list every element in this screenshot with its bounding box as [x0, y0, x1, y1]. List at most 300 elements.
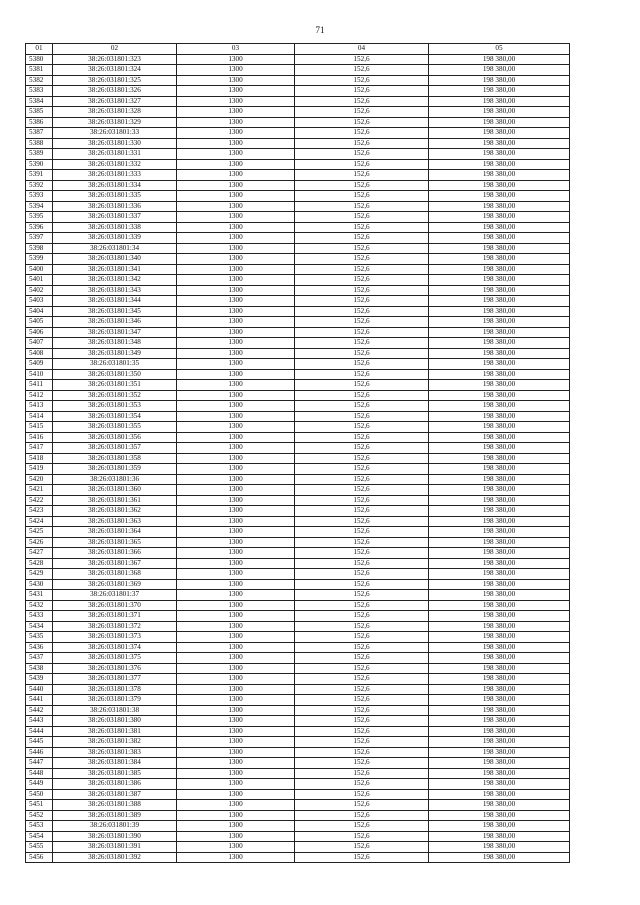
table-cell: 198 380,00 — [429, 201, 570, 212]
table-cell: 1300 — [177, 653, 295, 664]
table-cell: 198 380,00 — [429, 821, 570, 832]
table-cell: 1300 — [177, 548, 295, 559]
table-cell: 1300 — [177, 831, 295, 842]
table-row — [26, 695, 570, 706]
table-cell: 5413 — [26, 401, 53, 412]
table-cell: 38:26:031801:368 — [53, 569, 177, 580]
table-cell: 198 380,00 — [429, 516, 570, 527]
table-cell: 38:26:031801:369 — [53, 579, 177, 590]
table-cell: 198 380,00 — [429, 737, 570, 748]
table-cell: 152,6 — [295, 705, 429, 716]
table-cell: 38:26:031801:348 — [53, 338, 177, 349]
table-cell: 5423 — [26, 506, 53, 517]
table-cell: 38:26:031801:333 — [53, 170, 177, 181]
table-row — [26, 348, 570, 359]
table-row — [26, 75, 570, 86]
column-header: 03 — [177, 44, 295, 55]
table-row — [26, 170, 570, 181]
table-cell: 38:26:031801:353 — [53, 401, 177, 412]
table-cell: 198 380,00 — [429, 443, 570, 454]
table-cell: 5444 — [26, 726, 53, 737]
table-cell: 5415 — [26, 422, 53, 433]
table-cell: 198 380,00 — [429, 285, 570, 296]
table-cell: 152,6 — [295, 149, 429, 160]
table-cell: 198 380,00 — [429, 506, 570, 517]
table-cell: 5421 — [26, 485, 53, 496]
table-row — [26, 537, 570, 548]
table-cell: 1300 — [177, 569, 295, 580]
table-cell: 1300 — [177, 600, 295, 611]
table-cell: 152,6 — [295, 348, 429, 359]
table-cell: 198 380,00 — [429, 621, 570, 632]
table-cell: 198 380,00 — [429, 495, 570, 506]
table-row — [26, 201, 570, 212]
table-cell: 5384 — [26, 96, 53, 107]
table-cell: 1300 — [177, 800, 295, 811]
table-row — [26, 306, 570, 317]
table-cell: 198 380,00 — [429, 170, 570, 181]
table-cell: 5435 — [26, 632, 53, 643]
table-cell: 1300 — [177, 663, 295, 674]
table-cell: 38:26:031801:383 — [53, 747, 177, 758]
table-cell: 1300 — [177, 96, 295, 107]
table-cell: 198 380,00 — [429, 96, 570, 107]
table-cell: 152,6 — [295, 422, 429, 433]
table-cell: 1300 — [177, 180, 295, 191]
table-cell: 5455 — [26, 842, 53, 853]
table-row — [26, 726, 570, 737]
table-cell: 198 380,00 — [429, 243, 570, 254]
table-cell: 5392 — [26, 180, 53, 191]
table-cell: 152,6 — [295, 275, 429, 286]
table-cell: 5448 — [26, 768, 53, 779]
table-cell: 198 380,00 — [429, 789, 570, 800]
table-cell: 152,6 — [295, 432, 429, 443]
table-row — [26, 821, 570, 832]
table-cell: 1300 — [177, 495, 295, 506]
table-row — [26, 128, 570, 139]
table-row — [26, 495, 570, 506]
table-cell: 152,6 — [295, 380, 429, 391]
table-cell: 1300 — [177, 138, 295, 149]
table-cell: 38:26:031801:385 — [53, 768, 177, 779]
table-cell: 38:26:031801:360 — [53, 485, 177, 496]
table-cell: 38:26:031801:346 — [53, 317, 177, 328]
table-cell: 152,6 — [295, 159, 429, 170]
table-cell: 152,6 — [295, 138, 429, 149]
table-cell: 38:26:031801:329 — [53, 117, 177, 128]
table-cell: 5395 — [26, 212, 53, 223]
table-row — [26, 86, 570, 97]
table-cell: 1300 — [177, 296, 295, 307]
table-cell: 152,6 — [295, 485, 429, 496]
table-cell: 198 380,00 — [429, 191, 570, 202]
table-cell: 1300 — [177, 317, 295, 328]
table-cell: 38:26:031801:374 — [53, 642, 177, 653]
table-cell: 38:26:031801:388 — [53, 800, 177, 811]
table-cell: 1300 — [177, 422, 295, 433]
table-cell: 1300 — [177, 558, 295, 569]
table-row — [26, 254, 570, 265]
table-cell: 38:26:031801:372 — [53, 621, 177, 632]
table-row — [26, 810, 570, 821]
table-cell: 198 380,00 — [429, 149, 570, 160]
table-cell: 38:26:031801:390 — [53, 831, 177, 842]
table-row — [26, 684, 570, 695]
table-cell: 198 380,00 — [429, 138, 570, 149]
table-cell: 198 380,00 — [429, 800, 570, 811]
table-cell: 198 380,00 — [429, 75, 570, 86]
table-cell: 152,6 — [295, 243, 429, 254]
table-cell: 198 380,00 — [429, 380, 570, 391]
table-cell: 152,6 — [295, 611, 429, 622]
table-row — [26, 464, 570, 475]
table-cell: 198 380,00 — [429, 306, 570, 317]
table-cell: 38:26:031801:380 — [53, 716, 177, 727]
table-row — [26, 117, 570, 128]
table-cell: 152,6 — [295, 464, 429, 475]
table-cell: 1300 — [177, 401, 295, 412]
table-cell: 1300 — [177, 684, 295, 695]
table-cell: 1300 — [177, 348, 295, 359]
table-cell: 38:26:031801:392 — [53, 852, 177, 863]
table-cell: 1300 — [177, 695, 295, 706]
table-cell: 198 380,00 — [429, 684, 570, 695]
table-cell: 1300 — [177, 390, 295, 401]
table-cell: 1300 — [177, 380, 295, 391]
page-number: 71 — [315, 25, 325, 35]
table-cell: 1300 — [177, 191, 295, 202]
table-cell: 1300 — [177, 737, 295, 748]
table-cell: 38:26:031801:375 — [53, 653, 177, 664]
table-cell: 5390 — [26, 159, 53, 170]
table-cell: 5453 — [26, 821, 53, 832]
table-cell: 152,6 — [295, 338, 429, 349]
table-cell: 5403 — [26, 296, 53, 307]
table-cell: 152,6 — [295, 359, 429, 370]
table-row — [26, 222, 570, 233]
table-cell: 1300 — [177, 212, 295, 223]
table-cell: 5397 — [26, 233, 53, 244]
table-row — [26, 243, 570, 254]
table-cell: 5418 — [26, 453, 53, 464]
table-cell: 152,6 — [295, 800, 429, 811]
table-cell: 5437 — [26, 653, 53, 664]
table-row — [26, 191, 570, 202]
table-cell: 38:26:031801:391 — [53, 842, 177, 853]
table-cell: 5440 — [26, 684, 53, 695]
table-cell: 38:26:031801:342 — [53, 275, 177, 286]
table-cell: 198 380,00 — [429, 254, 570, 265]
table-cell: 152,6 — [295, 821, 429, 832]
table-row — [26, 590, 570, 601]
table-cell: 38:26:031801:38 — [53, 705, 177, 716]
table-cell: 1300 — [177, 411, 295, 422]
table-cell: 152,6 — [295, 653, 429, 664]
table-cell: 152,6 — [295, 65, 429, 76]
table-row — [26, 800, 570, 811]
table-cell: 5416 — [26, 432, 53, 443]
table-row — [26, 432, 570, 443]
table-cell: 152,6 — [295, 768, 429, 779]
table-cell: 198 380,00 — [429, 390, 570, 401]
table-cell: 198 380,00 — [429, 558, 570, 569]
table-cell: 152,6 — [295, 747, 429, 758]
table-row — [26, 611, 570, 622]
table-cell: 198 380,00 — [429, 233, 570, 244]
table-row — [26, 758, 570, 769]
table-cell: 152,6 — [295, 474, 429, 485]
table-cell: 38:26:031801:326 — [53, 86, 177, 97]
table-cell: 5438 — [26, 663, 53, 674]
table-cell: 198 380,00 — [429, 705, 570, 716]
table-row — [26, 138, 570, 149]
table-cell: 38:26:031801:376 — [53, 663, 177, 674]
table-cell: 198 380,00 — [429, 537, 570, 548]
table-cell: 1300 — [177, 338, 295, 349]
table-cell: 38:26:031801:387 — [53, 789, 177, 800]
table-cell: 1300 — [177, 128, 295, 139]
table-cell: 198 380,00 — [429, 779, 570, 790]
table-cell: 38:26:031801:358 — [53, 453, 177, 464]
table-cell: 1300 — [177, 75, 295, 86]
table-row — [26, 527, 570, 538]
table-cell: 38:26:031801:344 — [53, 296, 177, 307]
table-cell: 152,6 — [295, 212, 429, 223]
table-cell: 38:26:031801:377 — [53, 674, 177, 685]
table-cell: 198 380,00 — [429, 212, 570, 223]
table-cell: 1300 — [177, 485, 295, 496]
table-cell: 38:26:031801:341 — [53, 264, 177, 275]
table-cell: 5399 — [26, 254, 53, 265]
table-cell: 198 380,00 — [429, 180, 570, 191]
table-cell: 38:26:031801:359 — [53, 464, 177, 475]
table-cell: 5425 — [26, 527, 53, 538]
table-cell: 152,6 — [295, 758, 429, 769]
table-row — [26, 212, 570, 223]
table-cell: 38:26:031801:363 — [53, 516, 177, 527]
table-cell: 152,6 — [295, 527, 429, 538]
table-cell: 5446 — [26, 747, 53, 758]
table-cell: 198 380,00 — [429, 716, 570, 727]
table-cell: 5407 — [26, 338, 53, 349]
table-cell: 1300 — [177, 306, 295, 317]
table-cell: 1300 — [177, 579, 295, 590]
table-cell: 5426 — [26, 537, 53, 548]
table-cell: 152,6 — [295, 222, 429, 233]
table-cell: 1300 — [177, 842, 295, 853]
table-cell: 5408 — [26, 348, 53, 359]
table-cell: 152,6 — [295, 779, 429, 790]
table-cell: 152,6 — [295, 128, 429, 139]
table-row — [26, 842, 570, 853]
table-cell: 198 380,00 — [429, 159, 570, 170]
table-cell: 1300 — [177, 726, 295, 737]
table-cell: 152,6 — [295, 401, 429, 412]
table-cell: 5449 — [26, 779, 53, 790]
table-cell: 5385 — [26, 107, 53, 118]
table-row — [26, 653, 570, 664]
table-row — [26, 54, 570, 65]
table-row — [26, 96, 570, 107]
table-cell: 38:26:031801:373 — [53, 632, 177, 643]
table-cell: 1300 — [177, 264, 295, 275]
table-cell: 38:26:031801:386 — [53, 779, 177, 790]
table-cell: 152,6 — [295, 327, 429, 338]
table-cell: 152,6 — [295, 537, 429, 548]
table-cell: 1300 — [177, 65, 295, 76]
table-cell: 152,6 — [295, 170, 429, 181]
table-cell: 1300 — [177, 779, 295, 790]
table-cell: 5398 — [26, 243, 53, 254]
table-cell: 198 380,00 — [429, 810, 570, 821]
table-cell: 38:26:031801:325 — [53, 75, 177, 86]
table-cell: 38:26:031801:338 — [53, 222, 177, 233]
table-cell: 198 380,00 — [429, 338, 570, 349]
table-cell: 38:26:031801:35 — [53, 359, 177, 370]
table-cell: 198 380,00 — [429, 695, 570, 706]
table-cell: 38:26:031801:382 — [53, 737, 177, 748]
table-cell: 38:26:031801:361 — [53, 495, 177, 506]
table-cell: 198 380,00 — [429, 747, 570, 758]
table-cell: 5456 — [26, 852, 53, 863]
table-cell: 152,6 — [295, 191, 429, 202]
table-cell: 5429 — [26, 569, 53, 580]
table-cell: 152,6 — [295, 317, 429, 328]
table-row — [26, 600, 570, 611]
table-row — [26, 149, 570, 160]
table-cell: 1300 — [177, 516, 295, 527]
table-cell: 152,6 — [295, 96, 429, 107]
table-row — [26, 180, 570, 191]
table-cell: 38:26:031801:334 — [53, 180, 177, 191]
table-cell: 152,6 — [295, 632, 429, 643]
table-row — [26, 369, 570, 380]
table-cell: 198 380,00 — [429, 842, 570, 853]
table-cell: 152,6 — [295, 411, 429, 422]
table-cell: 5430 — [26, 579, 53, 590]
table-cell: 152,6 — [295, 495, 429, 506]
table-cell: 5432 — [26, 600, 53, 611]
table-row — [26, 107, 570, 118]
table-cell: 38:26:031801:367 — [53, 558, 177, 569]
table-cell: 5439 — [26, 674, 53, 685]
table-cell: 1300 — [177, 54, 295, 65]
table-cell: 1300 — [177, 443, 295, 454]
table-cell: 5389 — [26, 149, 53, 160]
table-cell: 1300 — [177, 285, 295, 296]
table-cell: 198 380,00 — [429, 65, 570, 76]
table-cell: 5450 — [26, 789, 53, 800]
table-cell: 1300 — [177, 86, 295, 97]
table-row — [26, 632, 570, 643]
table-row — [26, 411, 570, 422]
table-cell: 38:26:031801:340 — [53, 254, 177, 265]
table-cell: 5428 — [26, 558, 53, 569]
table-cell: 5386 — [26, 117, 53, 128]
table-cell: 198 380,00 — [429, 474, 570, 485]
table-cell: 38:26:031801:331 — [53, 149, 177, 160]
table-cell: 5424 — [26, 516, 53, 527]
table-cell: 38:26:031801:371 — [53, 611, 177, 622]
table-row — [26, 485, 570, 496]
table-cell: 198 380,00 — [429, 464, 570, 475]
table-cell: 1300 — [177, 275, 295, 286]
table-row — [26, 359, 570, 370]
table-row — [26, 506, 570, 517]
table-cell: 5393 — [26, 191, 53, 202]
table-cell: 152,6 — [295, 233, 429, 244]
column-header: 01 — [26, 44, 53, 55]
table-cell: 198 380,00 — [429, 275, 570, 286]
table-cell: 198 380,00 — [429, 642, 570, 653]
table-cell: 38:26:031801:351 — [53, 380, 177, 391]
table-cell: 152,6 — [295, 737, 429, 748]
table-row — [26, 338, 570, 349]
table-cell: 198 380,00 — [429, 401, 570, 412]
table-cell: 198 380,00 — [429, 327, 570, 338]
table-cell: 38:26:031801:39 — [53, 821, 177, 832]
table-cell: 38:26:031801:33 — [53, 128, 177, 139]
table-cell: 198 380,00 — [429, 768, 570, 779]
table-cell: 198 380,00 — [429, 579, 570, 590]
table-row — [26, 831, 570, 842]
table-cell: 152,6 — [295, 390, 429, 401]
table-cell: 152,6 — [295, 842, 429, 853]
table-cell: 5410 — [26, 369, 53, 380]
table-cell: 38:26:031801:381 — [53, 726, 177, 737]
table-row — [26, 548, 570, 559]
table-cell: 5431 — [26, 590, 53, 601]
table-cell: 198 380,00 — [429, 222, 570, 233]
table-cell: 152,6 — [295, 789, 429, 800]
table-cell: 5388 — [26, 138, 53, 149]
column-header: 02 — [53, 44, 177, 55]
table-row — [26, 705, 570, 716]
table-row — [26, 233, 570, 244]
table-cell: 1300 — [177, 527, 295, 538]
table-cell: 38:26:031801:332 — [53, 159, 177, 170]
table-cell: 152,6 — [295, 684, 429, 695]
table-cell: 152,6 — [295, 548, 429, 559]
table-row — [26, 390, 570, 401]
table-cell: 1300 — [177, 432, 295, 443]
table-cell: 1300 — [177, 758, 295, 769]
table-cell: 198 380,00 — [429, 632, 570, 643]
table-row — [26, 779, 570, 790]
table-cell: 5383 — [26, 86, 53, 97]
table-cell: 152,6 — [295, 810, 429, 821]
table-cell: 5452 — [26, 810, 53, 821]
table-cell: 198 380,00 — [429, 527, 570, 538]
table-cell: 1300 — [177, 821, 295, 832]
table-row — [26, 443, 570, 454]
table-cell: 152,6 — [295, 117, 429, 128]
table-cell: 5422 — [26, 495, 53, 506]
table-row — [26, 663, 570, 674]
table-row — [26, 327, 570, 338]
table-cell: 38:26:031801:356 — [53, 432, 177, 443]
table-cell: 1300 — [177, 705, 295, 716]
table-cell: 5436 — [26, 642, 53, 653]
table-row — [26, 401, 570, 412]
table-cell: 1300 — [177, 107, 295, 118]
table-cell: 152,6 — [295, 285, 429, 296]
table-cell: 1300 — [177, 254, 295, 265]
table-cell: 1300 — [177, 768, 295, 779]
table-cell: 152,6 — [295, 621, 429, 632]
table-cell: 1300 — [177, 233, 295, 244]
